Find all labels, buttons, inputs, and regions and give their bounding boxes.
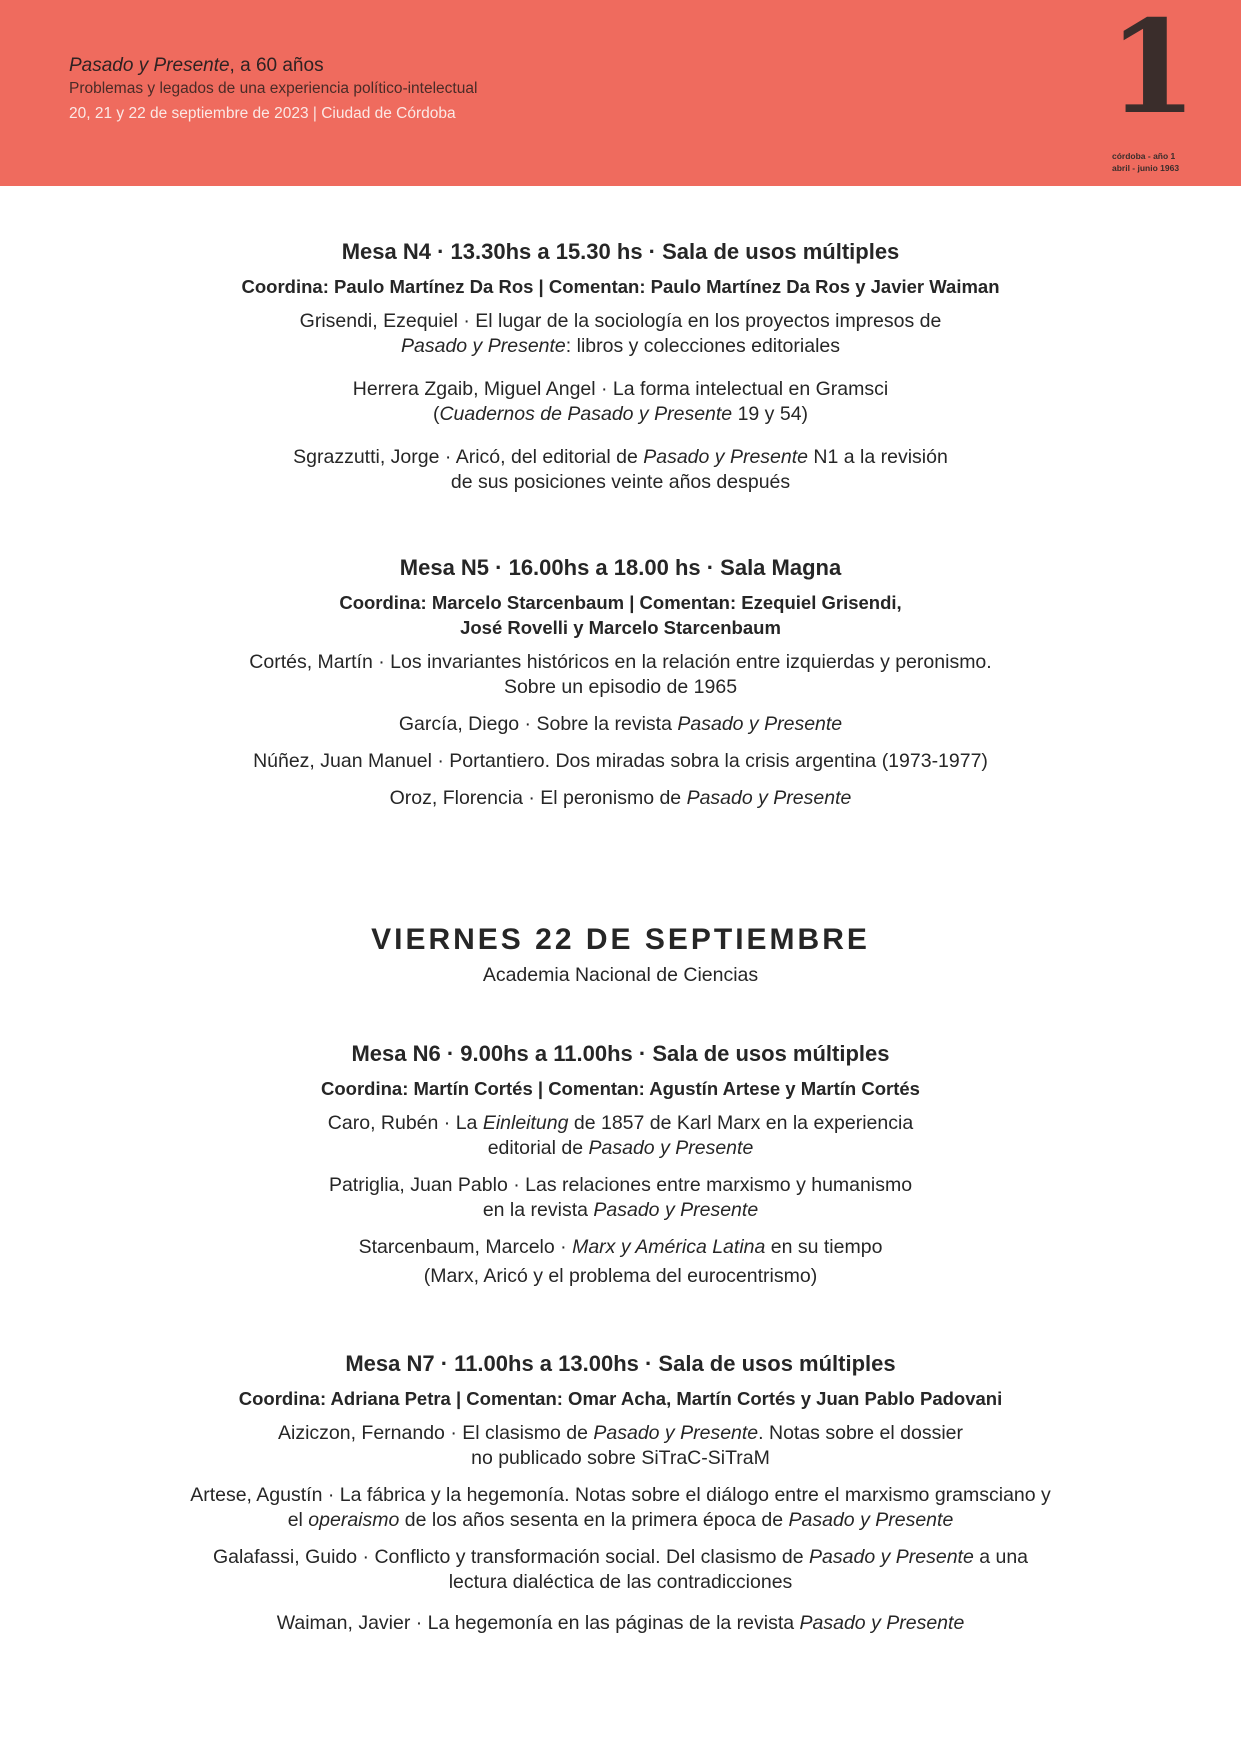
paper-text-italic: Einleitung xyxy=(482,1112,569,1134)
paper-text: Oroz, Florencia · El peronismo de xyxy=(389,787,687,809)
mesa-heading: Mesa N7 · 11.00hs a 13.00hs · Sala de usos múltiples xyxy=(345,1351,896,1376)
paper-text: N1 a la revisión xyxy=(808,446,948,468)
paper-item xyxy=(0,650,1241,700)
day-title: VIERNES 22 DE SEPTIEMBRE xyxy=(371,923,870,956)
event-title-italic: Pasado y Presente xyxy=(69,55,230,76)
paper-item xyxy=(0,1611,1241,1636)
event-title xyxy=(69,55,324,77)
paper-text-italic: Pasado y Presente xyxy=(809,1546,974,1568)
paper-text-italic: Pasado y Presente xyxy=(643,446,809,468)
paper-text: : libros y colecciones editoriales xyxy=(565,335,840,357)
day-section xyxy=(0,922,1241,988)
mesa-coordination-line: Coordina: Marcelo Starcenbaum | Comentan: Ezequiel Grisendi, xyxy=(339,592,902,613)
mesa-n7 xyxy=(0,1350,1241,1636)
paper-text: Galafassi, Guido · Conflicto y transformación social. Del clasismo de xyxy=(212,1546,810,1568)
mesa-n4 xyxy=(0,238,1241,495)
paper-text: Cortés, Martín · Los invariantes históricos en la relación entre izquierdas y peronismo. xyxy=(249,651,992,673)
mesa-coordination: Coordina: Paulo Martínez Da Ros | Comentan: Paulo Martínez Da Ros y Javier Waiman xyxy=(241,276,1000,297)
paper-text: de sus posiciones veinte años después xyxy=(450,471,791,493)
issue-number: 1 xyxy=(1108,0,1198,143)
paper-item xyxy=(0,1111,1241,1161)
paper-text: Sobre un episodio de 1965 xyxy=(503,676,738,698)
event-title-rest: , a 60 años xyxy=(229,55,324,76)
paper-text: Caro, Rubén · La xyxy=(327,1112,483,1134)
paper-text: el xyxy=(287,1509,309,1531)
paper-item xyxy=(0,1173,1241,1223)
paper-text: no publicado sobre SiTraC-SiTraM xyxy=(471,1447,770,1469)
event-dates: 20, 21 y 22 de septiembre de 2023 | Ciudad de Córdoba xyxy=(69,105,456,122)
mesa-heading: Mesa N6 · 9.00hs a 11.00hs · Sala de usos múltiples xyxy=(351,1041,890,1066)
mesa-heading: Mesa N4 · 13.30hs a 15.30 hs · Sala de usos múltiples xyxy=(341,239,900,264)
paper-text: Sgrazzutti, Jorge · Aricó, del editorial de xyxy=(293,446,644,468)
paper-text: en su tiempo xyxy=(765,1236,883,1258)
paper-text: . Notas sobre el dossier xyxy=(758,1422,964,1444)
paper-text-italic: Pasado y Presente xyxy=(799,1612,965,1634)
mesa-coordination: Coordina: Adriana Petra | Comentan: Omar Acha, Martín Cortés y Juan Pablo Padovani xyxy=(238,1388,1003,1409)
paper-item xyxy=(0,712,1241,737)
mesa-coordination: Coordina: Martín Cortés | Comentan: Agustín Artese y Martín Cortés xyxy=(321,1078,920,1099)
paper-text: de los años sesenta en la primera época de xyxy=(399,1509,789,1531)
paper-text: Starcenbaum, Marcelo · xyxy=(358,1236,573,1258)
paper-text-italic: Cuadernos de Pasado y Presente xyxy=(439,403,733,425)
paper-text-italic: Pasado y Presente xyxy=(677,713,843,735)
paper-text: 19 y 54) xyxy=(732,403,809,425)
mesa-coordination xyxy=(0,590,1241,640)
issue-meta-line2: abril - junio 1963 xyxy=(1112,163,1180,173)
paper-text: lectura dialéctica de las contradicciones xyxy=(448,1571,793,1593)
paper-text: (Marx, Aricó y el problema del eurocentrismo) xyxy=(423,1265,818,1287)
header-banner xyxy=(0,0,1241,186)
mesa-heading: Mesa N5 · 16.00hs a 18.00 hs · Sala Magna xyxy=(399,555,842,580)
paper-item xyxy=(0,445,1241,495)
paper-text: a una xyxy=(973,1546,1029,1568)
paper-item xyxy=(0,786,1241,811)
paper-text: Waiman, Javier · La hegemonía en las páginas de la revista xyxy=(276,1612,800,1634)
paper-text-italic: Marx y América Latina xyxy=(572,1236,766,1258)
paper-item xyxy=(0,1421,1241,1471)
issue-meta-line1: córdoba - año 1 xyxy=(1112,151,1176,161)
paper-text: editorial de xyxy=(487,1137,589,1159)
paper-text: Grisendi, Ezequiel · El lugar de la sociología en los proyectos impresos de xyxy=(299,310,942,332)
paper-text: Núñez, Juan Manuel · Portantiero. Dos miradas sobra la crisis argentina (1973-1977) xyxy=(253,750,988,772)
mesa-n5 xyxy=(0,554,1241,811)
event-subtitle: Problemas y legados de una experiencia político-intelectual xyxy=(69,80,478,97)
paper-text: Aiziczon, Fernando · El clasismo de xyxy=(277,1422,594,1444)
paper-text: García, Diego · Sobre la revista xyxy=(398,713,678,735)
paper-text-italic: Pasado y Presente xyxy=(588,1137,754,1159)
mesa-n6 xyxy=(0,1040,1241,1289)
paper-text: de 1857 de Karl Marx en la experiencia xyxy=(568,1112,914,1134)
paper-text: Herrera Zgaib, Miguel Angel · La forma intelectual en Gramsci xyxy=(352,378,889,400)
paper-text-italic: Pasado y Presente xyxy=(593,1199,759,1221)
paper-text: ( xyxy=(432,403,440,425)
paper-item xyxy=(0,377,1241,427)
day-place: Academia Nacional de Ciencias xyxy=(482,964,759,986)
paper-text: Artese, Agustín · La fábrica y la hegemonía. Notas sobre el diálogo entre el marxismo gramsciano y xyxy=(190,1484,1051,1506)
mesa-coordination-line: José Rovelli y Marcelo Starcenbaum xyxy=(460,617,781,638)
paper-item xyxy=(0,1235,1241,1289)
paper-text-italic: Pasado y Presente xyxy=(788,1509,954,1531)
paper-text-italic: Pasado y Presente xyxy=(401,335,566,357)
paper-text-italic: Pasado y Presente xyxy=(593,1422,759,1444)
paper-text: Patriglia, Juan Pablo · Las relaciones entre marxismo y humanismo xyxy=(328,1174,913,1196)
paper-text-italic: Pasado y Presente xyxy=(686,787,852,809)
paper-item xyxy=(0,309,1241,359)
paper-item xyxy=(0,1545,1241,1595)
paper-item xyxy=(0,749,1241,774)
issue-meta xyxy=(1112,150,1179,174)
paper-text: en la revista xyxy=(482,1199,594,1221)
paper-item xyxy=(0,1483,1241,1533)
paper-text-italic: operaismo xyxy=(308,1509,400,1531)
